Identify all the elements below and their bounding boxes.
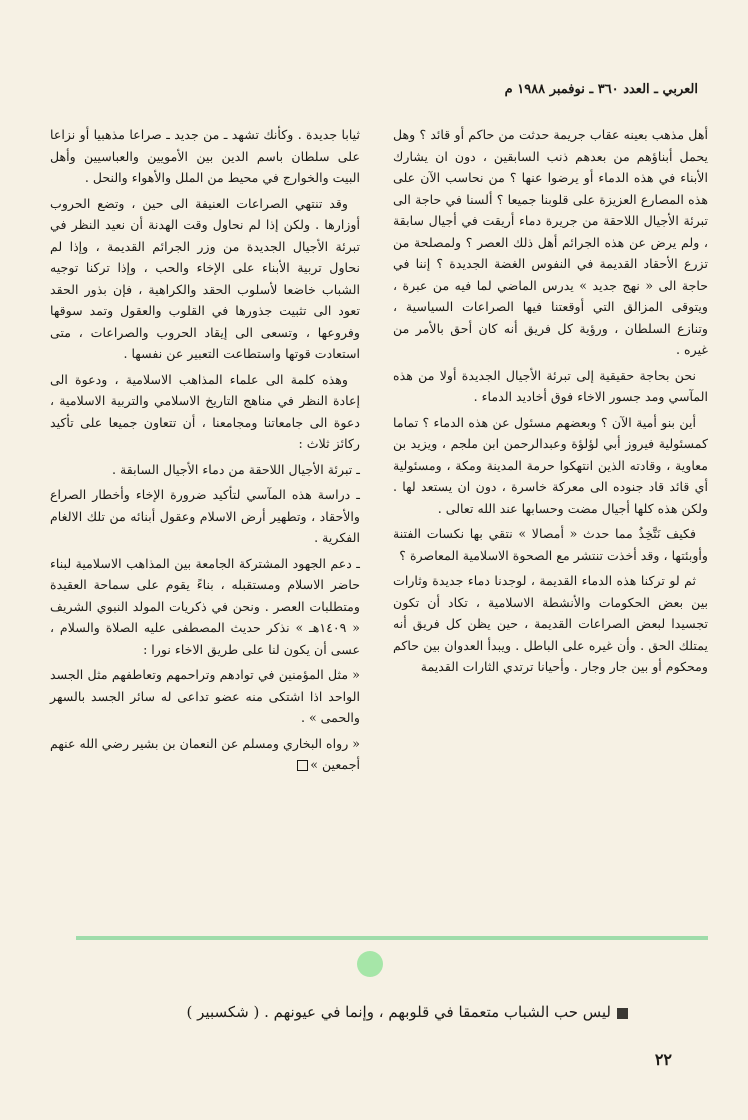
- paragraph: نحن بحاجة حقيقية إلى تبرئة الأجيال الجديدة أولا من هذه المآسي ومد جسور الاخاء فوق أخاديد الدماء .: [393, 367, 708, 404]
- hadith-citation: « رواه البخاري ومسلم عن النعمان بن بشير رضي الله عنهم أجمعين »: [50, 735, 360, 772]
- paragraph: أين بنو أمية الآن ؟ وبعضهم مسئول عن هذه الدماء ؟ تماما كمسئولية فيروز أبي لؤلؤة وعبدالرحمن ابن ملجم ، ويزيد بن معاوية ، وقادته الذين انتهكوا حرمة المدينة ومكة ، ومسئولية أي قائد قاد جنوده الى معركة خاسرة ، دون ان يستعد لها . ولكن هذه كلها أجيال مضت وحسابها عند الله تعالى .: [393, 414, 708, 516]
- paragraph: ثيابا جديدة . وكأنك تشهد ـ من جديد ـ صراعا مذهبيا أو نزاعا على سلطان باسم الدين بين الأمويين والعباسيين وأهل البيت والخوارج في محيط من الملل والأهواء والنحل .: [50, 127, 360, 185]
- paragraph: ثم لو تركنا هذه الدماء القديمة ، لوجدنا دماء جديدة وثارات بين بعض الحكومات والأنشطة الاسلامية ، تكاد أن تكون تجسيدا لبعض الصراعات القديمة ، حين يظن كل فريق أنه يمتلك الحق . وأن غيره على الباطل . ويبدأ العدوان بين حاكم ومحكوم أو بين جار وجار . وأحيانا ترتدي الثارات القديمة: [393, 573, 708, 674]
- bullet-square-icon: [617, 1008, 628, 1019]
- article-column-left: [50, 124, 360, 780]
- running-header: العربي ـ العدد ٣٦٠ ـ نوفمبر ١٩٨٨ م: [504, 82, 698, 97]
- article-column-right: [393, 124, 708, 682]
- end-mark-icon: [297, 760, 308, 771]
- decorative-dot-icon: [357, 951, 383, 977]
- paragraph: فكيف نَتَّخِذُ مما حدث « أمصالا » نتقي بها نكسات الفتنة وأوبئتها ، وقد أخذت تنتشر مع الصحوة الاسلامية المعاصرة ؟: [393, 526, 708, 563]
- paragraph: وهذه كلمة الى علماء المذاهب الاسلامية ، ودعوة الى إعادة النظر في مناهج التاريخ الاسلامي والتربية الاسلامية ، دعوة الى جامعاتنا ومجامعنا ، أن تتعاون جميعا على تأكيد ركائز ثلاث :: [50, 371, 360, 451]
- paragraph: أهل مذهب بعينه عقاب جريمة حدثت من حاكم أو قائد ؟ وهل يحمل أبناؤهم من بعدهم ذنب السابقين ، دون ان يشارك الأبناء في هذه الدماء أو يرضوا عنها ؟ من نحاسب الآن على هذه المصارع العزيزة على قلوبنا جميعا ؟ ألسنا في حاجة الى تبرئة الأجيال اللاحقة من جريرة دماء أريقت في أجيال سابقة ، ولم يرض عن هذه الجرائم أهل ذلك العصر ؟ ولمصلحة من تزرع الأحقاد القديمة في النفوس الغضة الجديدة ؟ إننا في حاجة الى « نهج جديد » يدرس الماضي لما فيه من عبرة ، ويتوقى المزالق التي أوقعتنا فيها الصراعات السياسية ، وتنازع السلطان ، ورؤية كل فريق أنه كان أحق بالأمر من غيره .: [393, 127, 708, 357]
- divider-rule: [76, 936, 708, 940]
- hadith-quote: « مثل المؤمنين في توادهم وتراحمهم وتعاطفهم مثل الجسد الواحد اذا اشتكى منه عضو تداعى له سائر الجسد بالسهر والحمى » .: [50, 667, 360, 725]
- paragraph: وقد تنتهي الصراعات العنيفة الى حين ، وتضع الحروب أوزارها . ولكن إذا لم نحاول وقت الهدنة أن نعيد النظر في تبرئة الأجيال الجديدة من وزر الجرائم القديمة ، وإذا لم نحاول تربية الأبناء على الإخاء والحب ، وإذا تركنا توجيه الشباب خاضعا لأسلوب الحقد والكراهية ، فإن بذور الحقد تعود الى تثبيت جذورها في القلوب والعقول وتمد سوقها وفروعها ، وتسعى الى إيقاد الحروب والصراعات ، متى استعادت قوتها واستطاعت التعبير عن نفسها .: [50, 195, 360, 361]
- list-item: ـ دراسة هذه المآسي لتأكيد ضرورة الإخاء وأخطار الصراع والأحقاد ، وتطهير أرض الاسلام وعقول أبنائه من تلك الالغام الفكرية .: [50, 487, 360, 545]
- footer-quote: ليس حب الشباب متعمقا في قلوبهم ، وإنما في عيونهم . ( شكسبير ): [108, 1003, 628, 1021]
- page-number: ٢٢: [654, 1050, 672, 1069]
- list-item: ـ تبرئة الأجيال اللاحقة من دماء الأجيال السابقة .: [112, 461, 360, 477]
- list-item: ـ دعم الجهود المشتركة الجامعة بين المذاهب الاسلامية لبناء حاضر الاسلام ومستقبله ، بناءً يقوم على سماحة العقيدة ومتطلبات العصر . ونحن في ذكريات المولد النبوي الشريف « ١٤٠٩هـ » نذكر حديث المصطفى عليه الصلاة والسلام ، عسى أن يكون لنا على طريق الاخاء نورا :: [50, 555, 360, 657]
